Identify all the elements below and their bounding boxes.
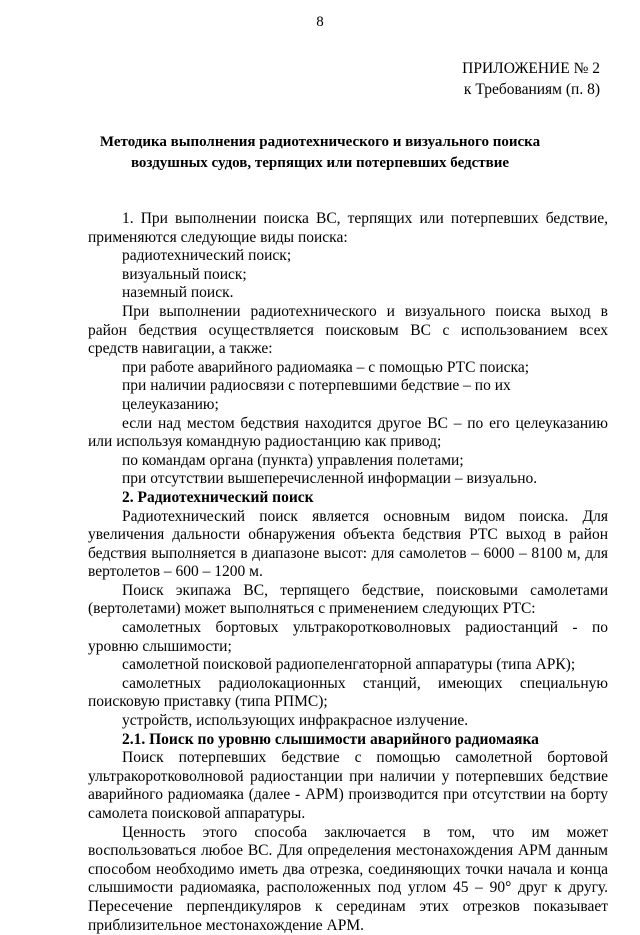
document-body [88, 210, 608, 935]
section-heading-2-1: 2.1. Поиск по уровню слышимости аварийного радиомаяка [122, 730, 539, 748]
condition-item: при наличии радиосвязи с потерпевшими бедствие – по их целеуказанию; [122, 377, 511, 413]
appendix-label: ПРИЛОЖЕНИЕ № 2 [462, 60, 600, 77]
section-heading-2: 2. Радиотехнический поиск [122, 488, 314, 506]
rts-item: устройств, использующих инфракрасное излучение. [122, 712, 469, 730]
search-type-item: визуальный поиск; [122, 265, 247, 283]
paragraph-3: Радиотехнический поиск является основным видом поиска. Для увеличения дальности обнаружения объекта бедствия РТС выход в район бедствия выполняется в диапазоне высот: для самолетов – 6000 – 8100 м, для вертолетов – 600 – 1200 м. [88, 507, 608, 581]
document-title [60, 132, 580, 174]
paragraph-6: Ценность этого способа заключается в том, что им может воспользоваться любое ВС. Для определения местонахождения АРМ данным способом необходимо иметь два отрезка, соединяющих точки начала и конца слышимости радиомаяка, расположенных под углом 45 – 90° друг к другу. Пересечение перпендикуляров к серединам этих отрезков показывает приблизительное местонахождение АРМ. [88, 823, 608, 934]
paragraph-2: При выполнении радиотехнического и визуального поиска выход в район бедствия осуществляется поисковым ВС с использованием всех средств навигации, а также: [88, 302, 608, 358]
paragraph-5: Поиск потерпевших бедствие с помощью самолетной бортовой ультракоротковолновой радиостанции при наличии у потерпевших бедствие аварийного радиомаяка (далее - АРМ) производится при отсутствии на борту самолета поисковой аппаратуры. [88, 749, 608, 822]
rts-item: самолетных радиолокационных станций, имеющих специальную поисковую приставку (типа РПМС); [88, 674, 608, 711]
page-number: 8 [316, 14, 324, 30]
appendix-reference: к Требованиям (п. 8) [463, 81, 600, 98]
document-title-line-2: воздушных судов, терпящих или потерпевших бедствие [130, 155, 510, 171]
appendix-header [462, 58, 600, 100]
condition-item: при отсутствии вышеперечисленной информации – визуально. [122, 470, 538, 488]
condition-item: при работе аварийного радиомаяка – с помощью РТС поиска; [122, 358, 530, 376]
paragraph-4: Поиск экипажа ВС, терпящего бедствие, поисковыми самолетами (вертолетами) может выполняться с применением следующих РТС: [88, 581, 608, 618]
rts-item: самолетных бортовых ультракоротковолновых радиостанций - по уровню слышимости; [88, 619, 608, 655]
condition-item: по командам органа (пункта) управления полетами; [122, 451, 464, 469]
paragraph-1: 1. При выполнении поиска ВС, терпящих или потерпевших бедствие, применяются следующие виды поиска: [88, 210, 608, 246]
search-type-item: радиотехнический поиск; [122, 247, 292, 265]
condition-item: если над местом бедствия находится другое ВС – по его целеуказанию или используя командную радиостанцию как привод; [88, 414, 608, 451]
rts-item: самолетной поисковой радиопеленгаторной аппаратуры (типа АРК); [122, 656, 576, 674]
search-type-item: наземный поиск. [122, 284, 234, 302]
document-title-line-1: Методика выполнения радиотехнического и визуального поиска [99, 134, 541, 150]
